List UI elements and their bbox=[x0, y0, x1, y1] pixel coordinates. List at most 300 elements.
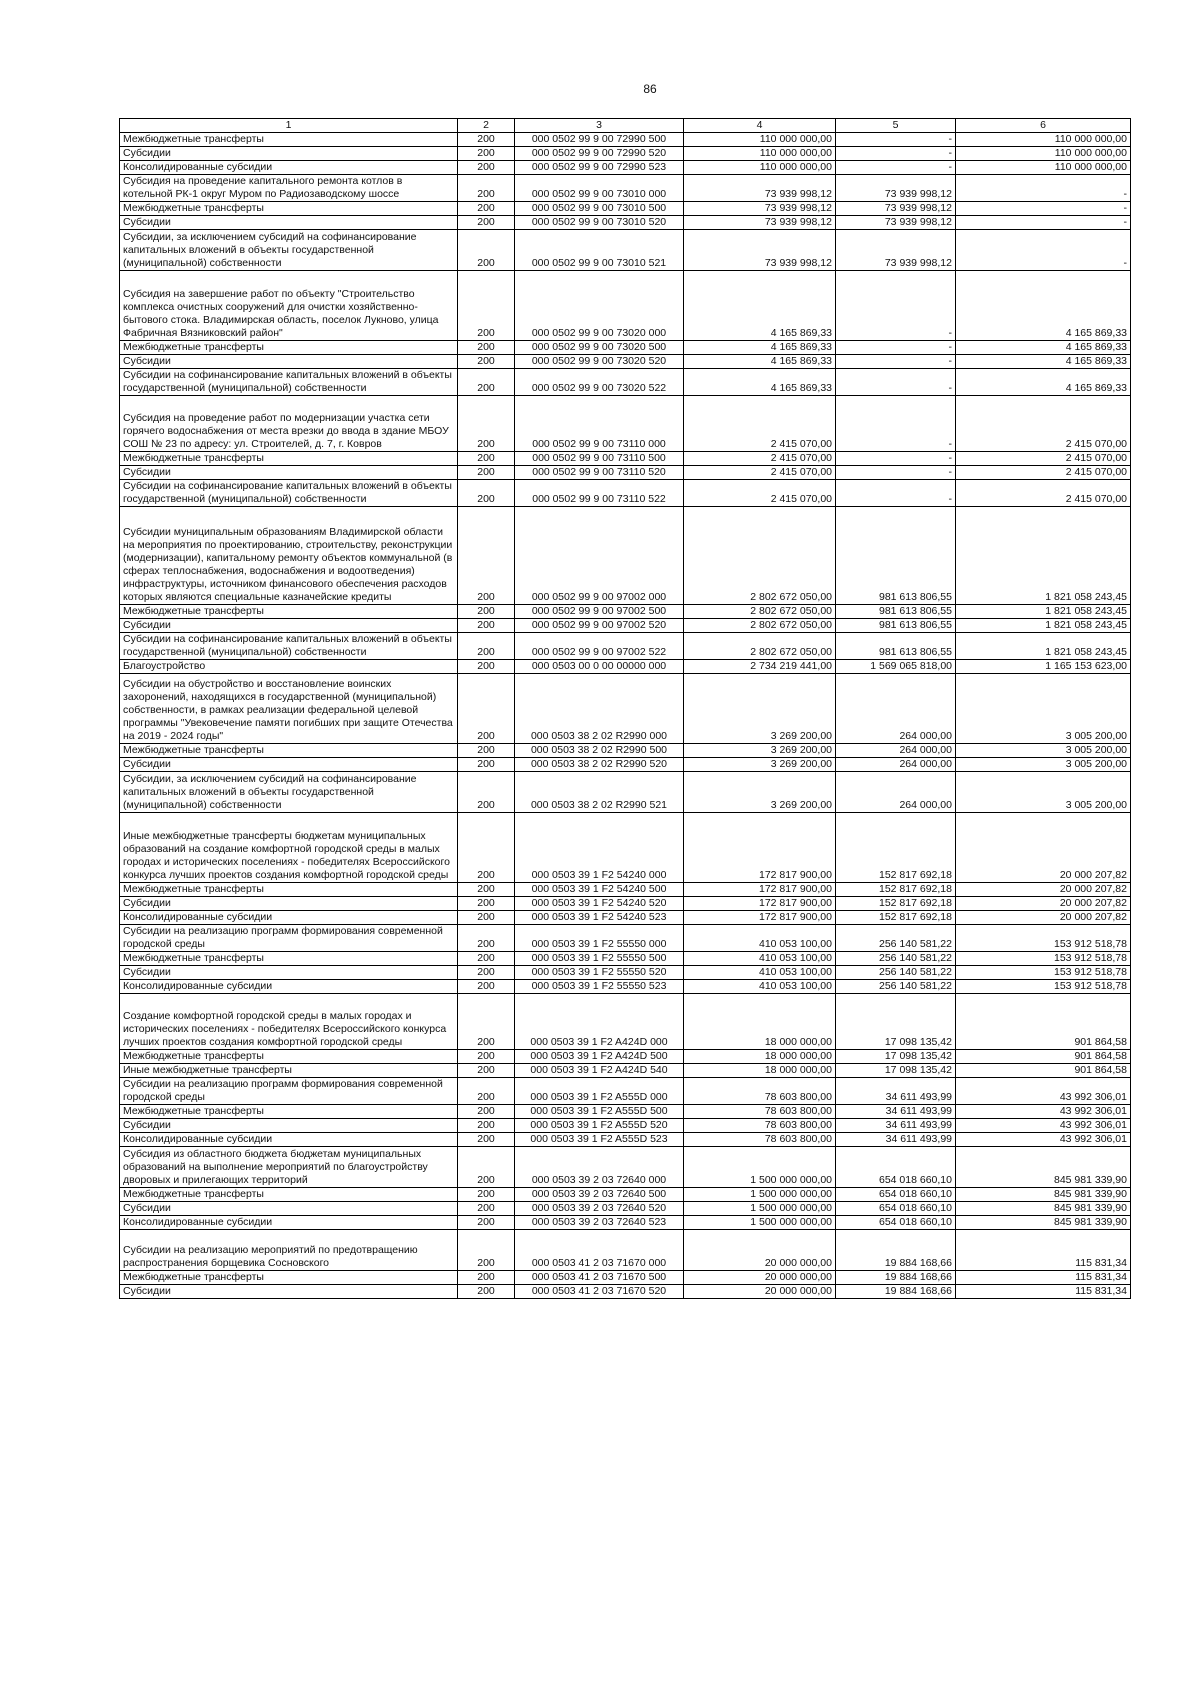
table-row bbox=[120, 480, 1131, 507]
row-value-4: 172 817 900,00 bbox=[684, 813, 836, 883]
row-value-4: 2 802 672 050,00 bbox=[684, 507, 836, 605]
row-col2: 200 bbox=[458, 813, 515, 883]
row-code: 000 0502 99 9 00 97002 000 bbox=[515, 507, 684, 605]
row-value-4: 110 000 000,00 bbox=[684, 133, 836, 147]
row-code: 000 0503 39 1 F2 A424D 000 bbox=[515, 994, 684, 1050]
row-value-4: 18 000 000,00 bbox=[684, 1064, 836, 1078]
row-name: Субсидии на реализацию мероприятий по предотвращению распространения борщевика Сосновского bbox=[120, 1230, 458, 1271]
row-name: Межбюджетные трансферты bbox=[120, 744, 458, 758]
row-name: Субсидия на проведение капитального ремонта котлов в котельной РК-1 округ Муром по Радиозаводскому шоссе bbox=[120, 175, 458, 202]
table-row bbox=[120, 161, 1131, 175]
row-name: Субсидии bbox=[120, 216, 458, 230]
row-value-4: 1 500 000 000,00 bbox=[684, 1147, 836, 1188]
row-value-5: 73 939 998,12 bbox=[836, 230, 956, 271]
table-row bbox=[120, 952, 1131, 966]
row-value-5: 19 884 168,66 bbox=[836, 1230, 956, 1271]
row-value-5: 152 817 692,18 bbox=[836, 883, 956, 897]
header-cell: 4 bbox=[684, 119, 836, 133]
row-name: Межбюджетные трансферты bbox=[120, 1050, 458, 1064]
header-row bbox=[120, 119, 1131, 133]
row-code: 000 0502 99 9 00 72990 500 bbox=[515, 133, 684, 147]
row-value-5: 654 018 660,10 bbox=[836, 1188, 956, 1202]
row-value-4: 1 500 000 000,00 bbox=[684, 1216, 836, 1230]
row-value-4: 410 053 100,00 bbox=[684, 980, 836, 994]
row-value-5: 19 884 168,66 bbox=[836, 1285, 956, 1299]
row-code: 000 0503 39 2 03 72640 000 bbox=[515, 1147, 684, 1188]
row-col2: 200 bbox=[458, 216, 515, 230]
row-value-5: 17 098 135,42 bbox=[836, 1064, 956, 1078]
row-name: Консолидированные субсидии bbox=[120, 980, 458, 994]
row-col2: 200 bbox=[458, 911, 515, 925]
table-row bbox=[120, 911, 1131, 925]
row-value-5: 152 817 692,18 bbox=[836, 897, 956, 911]
row-value-4: 73 939 998,12 bbox=[684, 230, 836, 271]
row-value-6: 845 981 339,90 bbox=[956, 1147, 1131, 1188]
row-value-6: 43 992 306,01 bbox=[956, 1105, 1131, 1119]
row-name: Субсидии bbox=[120, 1285, 458, 1299]
row-value-6: 3 005 200,00 bbox=[956, 772, 1131, 813]
row-code: 000 0503 38 2 02 R2990 500 bbox=[515, 744, 684, 758]
table-row bbox=[120, 1285, 1131, 1299]
row-value-6: 153 912 518,78 bbox=[956, 925, 1131, 952]
row-col2: 200 bbox=[458, 660, 515, 674]
row-name: Субсидии bbox=[120, 466, 458, 480]
table-row bbox=[120, 633, 1131, 660]
table-row bbox=[120, 1202, 1131, 1216]
row-code: 000 0503 38 2 02 R2990 000 bbox=[515, 674, 684, 744]
row-value-4: 20 000 000,00 bbox=[684, 1285, 836, 1299]
row-value-5: 73 939 998,12 bbox=[836, 175, 956, 202]
row-col2: 200 bbox=[458, 396, 515, 452]
row-value-4: 410 053 100,00 bbox=[684, 966, 836, 980]
table-row bbox=[120, 1105, 1131, 1119]
row-col2: 200 bbox=[458, 369, 515, 396]
row-col2: 200 bbox=[458, 1133, 515, 1147]
row-value-6: 901 864,58 bbox=[956, 994, 1131, 1050]
row-name: Консолидированные субсидии bbox=[120, 911, 458, 925]
row-col2: 200 bbox=[458, 480, 515, 507]
row-name: Субсидии bbox=[120, 966, 458, 980]
row-value-4: 73 939 998,12 bbox=[684, 216, 836, 230]
row-value-4: 73 939 998,12 bbox=[684, 202, 836, 216]
row-code: 000 0502 99 9 00 73010 521 bbox=[515, 230, 684, 271]
row-value-6: 153 912 518,78 bbox=[956, 966, 1131, 980]
row-col2: 200 bbox=[458, 202, 515, 216]
row-code: 000 0503 41 2 03 71670 000 bbox=[515, 1230, 684, 1271]
row-value-6: 901 864,58 bbox=[956, 1050, 1131, 1064]
row-name: Субсидии, за исключением субсидий на софинансирование капитальных вложений в объекты государственной (муниципальной) собственности bbox=[120, 230, 458, 271]
row-value-5: 34 611 493,99 bbox=[836, 1105, 956, 1119]
row-value-5: 981 613 806,55 bbox=[836, 605, 956, 619]
row-value-4: 2 415 070,00 bbox=[684, 396, 836, 452]
row-name: Субсидия из областного бюджета бюджетам муниципальных образований на выполнение мероприятий по благоустройству дворовых и прилегающих территорий bbox=[120, 1147, 458, 1188]
row-value-4: 3 269 200,00 bbox=[684, 744, 836, 758]
row-value-6: 43 992 306,01 bbox=[956, 1119, 1131, 1133]
row-col2: 200 bbox=[458, 674, 515, 744]
table-row bbox=[120, 925, 1131, 952]
row-value-5: 654 018 660,10 bbox=[836, 1147, 956, 1188]
table-row bbox=[120, 660, 1131, 674]
row-value-5: 17 098 135,42 bbox=[836, 1050, 956, 1064]
row-code: 000 0503 39 1 F2 54240 000 bbox=[515, 813, 684, 883]
row-value-4: 2 802 672 050,00 bbox=[684, 633, 836, 660]
row-value-4: 78 603 800,00 bbox=[684, 1133, 836, 1147]
row-name: Создание комфортной городской среды в малых городах и исторических поселениях - победителях Всероссийского конкурса лучших проектов создания комфортной городской среды bbox=[120, 994, 458, 1050]
row-code: 000 0503 39 1 F2 55550 000 bbox=[515, 925, 684, 952]
row-value-6: 1 821 058 243,45 bbox=[956, 633, 1131, 660]
row-value-6: 4 165 869,33 bbox=[956, 355, 1131, 369]
row-value-4: 20 000 000,00 bbox=[684, 1230, 836, 1271]
table-row bbox=[120, 813, 1131, 883]
row-value-6: 1 821 058 243,45 bbox=[956, 605, 1131, 619]
row-value-5: 981 613 806,55 bbox=[836, 633, 956, 660]
row-value-5: 264 000,00 bbox=[836, 674, 956, 744]
row-code: 000 0503 39 2 03 72640 523 bbox=[515, 1216, 684, 1230]
row-code: 000 0503 39 1 F2 54240 523 bbox=[515, 911, 684, 925]
row-col2: 200 bbox=[458, 1188, 515, 1202]
row-value-6: 110 000 000,00 bbox=[956, 133, 1131, 147]
row-value-5: 654 018 660,10 bbox=[836, 1202, 956, 1216]
table-row bbox=[120, 619, 1131, 633]
row-col2: 200 bbox=[458, 1271, 515, 1285]
row-value-6: 115 831,34 bbox=[956, 1230, 1131, 1271]
row-value-4: 410 053 100,00 bbox=[684, 952, 836, 966]
row-value-5: 34 611 493,99 bbox=[836, 1078, 956, 1105]
row-value-6: 43 992 306,01 bbox=[956, 1133, 1131, 1147]
table-row bbox=[120, 772, 1131, 813]
row-code: 000 0502 99 9 00 73010 000 bbox=[515, 175, 684, 202]
row-value-5: 34 611 493,99 bbox=[836, 1133, 956, 1147]
row-code: 000 0503 39 1 F2 55550 500 bbox=[515, 952, 684, 966]
row-col2: 200 bbox=[458, 161, 515, 175]
row-col2: 200 bbox=[458, 744, 515, 758]
table-row bbox=[120, 202, 1131, 216]
row-code: 000 0503 41 2 03 71670 500 bbox=[515, 1271, 684, 1285]
table-row bbox=[120, 605, 1131, 619]
row-name: Субсидии на софинансирование капитальных вложений в объекты государственной (муниципальной) собственности bbox=[120, 480, 458, 507]
row-value-4: 2 802 672 050,00 bbox=[684, 605, 836, 619]
row-value-5: 17 098 135,42 bbox=[836, 994, 956, 1050]
row-name: Межбюджетные трансферты bbox=[120, 452, 458, 466]
row-name: Субсидии на реализацию программ формирования современной городской среды bbox=[120, 925, 458, 952]
row-value-4: 3 269 200,00 bbox=[684, 758, 836, 772]
row-code: 000 0503 41 2 03 71670 520 bbox=[515, 1285, 684, 1299]
row-name: Субсидии, за исключением субсидий на софинансирование капитальных вложений в объекты государственной (муниципальной) собственности bbox=[120, 772, 458, 813]
row-value-5: 1 569 065 818,00 bbox=[836, 660, 956, 674]
row-value-6: 3 005 200,00 bbox=[956, 674, 1131, 744]
table-row bbox=[120, 341, 1131, 355]
table-row bbox=[120, 897, 1131, 911]
table-row bbox=[120, 175, 1131, 202]
table-row bbox=[120, 1216, 1131, 1230]
row-code: 000 0503 39 2 03 72640 520 bbox=[515, 1202, 684, 1216]
table-row bbox=[120, 966, 1131, 980]
row-code: 000 0502 99 9 00 97002 520 bbox=[515, 619, 684, 633]
row-value-4: 1 500 000 000,00 bbox=[684, 1188, 836, 1202]
row-value-6: 20 000 207,82 bbox=[956, 883, 1131, 897]
row-value-5: - bbox=[836, 147, 956, 161]
row-value-6: 153 912 518,78 bbox=[956, 980, 1131, 994]
row-col2: 200 bbox=[458, 1202, 515, 1216]
row-name: Консолидированные субсидии bbox=[120, 1133, 458, 1147]
row-value-6: - bbox=[956, 230, 1131, 271]
page-number: 86 bbox=[643, 82, 657, 96]
row-col2: 200 bbox=[458, 1216, 515, 1230]
row-value-4: 110 000 000,00 bbox=[684, 161, 836, 175]
table-row bbox=[120, 507, 1131, 605]
row-code: 000 0503 39 1 F2 A424D 500 bbox=[515, 1050, 684, 1064]
table-row bbox=[120, 883, 1131, 897]
row-value-5: 256 140 581,22 bbox=[836, 966, 956, 980]
row-name: Субсидии bbox=[120, 1119, 458, 1133]
table-row bbox=[120, 994, 1131, 1050]
row-value-4: 410 053 100,00 bbox=[684, 925, 836, 952]
table-row bbox=[120, 396, 1131, 452]
row-value-6: 1 165 153 623,00 bbox=[956, 660, 1131, 674]
row-code: 000 0502 99 9 00 73020 500 bbox=[515, 341, 684, 355]
row-name: Субсидия на проведение работ по модернизации участка сети горячего водоснабжения от места врезки до ввода в здание МБОУ СОШ № 23 по адресу: ул. Строителей, д. 7, г. Ковров bbox=[120, 396, 458, 452]
table-row bbox=[120, 980, 1131, 994]
row-code: 000 0503 39 1 F2 55550 523 bbox=[515, 980, 684, 994]
row-value-5: 264 000,00 bbox=[836, 744, 956, 758]
row-code: 000 0502 99 9 00 73020 522 bbox=[515, 369, 684, 396]
row-col2: 200 bbox=[458, 175, 515, 202]
table-row bbox=[120, 1188, 1131, 1202]
row-col2: 200 bbox=[458, 271, 515, 341]
table-row bbox=[120, 133, 1131, 147]
row-value-5: 34 611 493,99 bbox=[836, 1119, 956, 1133]
row-value-5: - bbox=[836, 355, 956, 369]
row-code: 000 0503 39 1 F2 A555D 520 bbox=[515, 1119, 684, 1133]
row-value-4: 18 000 000,00 bbox=[684, 994, 836, 1050]
table-row bbox=[120, 1078, 1131, 1105]
row-value-6: 1 821 058 243,45 bbox=[956, 507, 1131, 605]
row-value-5: - bbox=[836, 161, 956, 175]
row-code: 000 0502 99 9 00 73110 522 bbox=[515, 480, 684, 507]
row-value-4: 78 603 800,00 bbox=[684, 1105, 836, 1119]
row-value-6: 20 000 207,82 bbox=[956, 813, 1131, 883]
row-value-6: - bbox=[956, 216, 1131, 230]
row-col2: 200 bbox=[458, 1064, 515, 1078]
row-value-5: 152 817 692,18 bbox=[836, 813, 956, 883]
row-code: 000 0502 99 9 00 73110 520 bbox=[515, 466, 684, 480]
row-value-4: 4 165 869,33 bbox=[684, 341, 836, 355]
table-row bbox=[120, 758, 1131, 772]
row-value-4: 110 000 000,00 bbox=[684, 147, 836, 161]
row-code: 000 0502 99 9 00 73010 520 bbox=[515, 216, 684, 230]
row-col2: 200 bbox=[458, 355, 515, 369]
table-row bbox=[120, 355, 1131, 369]
header-cell: 2 bbox=[458, 119, 515, 133]
row-name: Межбюджетные трансферты bbox=[120, 1271, 458, 1285]
row-name: Субсидии bbox=[120, 619, 458, 633]
row-value-6: 4 165 869,33 bbox=[956, 271, 1131, 341]
table-row bbox=[120, 1050, 1131, 1064]
row-name: Субсидии на софинансирование капитальных вложений в объекты государственной (муниципальной) собственности bbox=[120, 369, 458, 396]
row-value-6: 3 005 200,00 bbox=[956, 758, 1131, 772]
row-code: 000 0503 39 2 03 72640 500 bbox=[515, 1188, 684, 1202]
row-code: 000 0503 39 1 F2 55550 520 bbox=[515, 966, 684, 980]
row-value-5: 73 939 998,12 bbox=[836, 202, 956, 216]
row-name: Субсидии на обустройство и восстановление воинских захоронений, находящихся в государственной (муниципальной) собственности, в рамках реализации федеральной целевой программы "Увековечение памяти погибших при защите Отечества на 2019 - 2024 годы" bbox=[120, 674, 458, 744]
row-col2: 200 bbox=[458, 952, 515, 966]
row-code: 000 0503 38 2 02 R2990 521 bbox=[515, 772, 684, 813]
row-code: 000 0503 39 1 F2 A555D 523 bbox=[515, 1133, 684, 1147]
row-value-6: 1 821 058 243,45 bbox=[956, 619, 1131, 633]
row-col2: 200 bbox=[458, 1050, 515, 1064]
row-col2: 200 bbox=[458, 883, 515, 897]
row-code: 000 0503 39 1 F2 54240 500 bbox=[515, 883, 684, 897]
row-name: Межбюджетные трансферты bbox=[120, 1188, 458, 1202]
row-name: Межбюджетные трансферты bbox=[120, 202, 458, 216]
row-value-4: 2 415 070,00 bbox=[684, 452, 836, 466]
table-row bbox=[120, 1271, 1131, 1285]
row-name: Благоустройство bbox=[120, 660, 458, 674]
row-name: Межбюджетные трансферты bbox=[120, 133, 458, 147]
row-value-6: 4 165 869,33 bbox=[956, 341, 1131, 355]
row-value-6: 2 415 070,00 bbox=[956, 396, 1131, 452]
row-value-6: - bbox=[956, 202, 1131, 216]
row-value-4: 172 817 900,00 bbox=[684, 883, 836, 897]
row-value-5: 981 613 806,55 bbox=[836, 507, 956, 605]
row-code: 000 0502 99 9 00 72990 520 bbox=[515, 147, 684, 161]
row-value-4: 4 165 869,33 bbox=[684, 355, 836, 369]
header-cell: 1 bbox=[120, 119, 458, 133]
row-value-4: 2 415 070,00 bbox=[684, 466, 836, 480]
header-cell: 3 bbox=[515, 119, 684, 133]
row-value-6: 4 165 869,33 bbox=[956, 369, 1131, 396]
row-name: Субсидии bbox=[120, 758, 458, 772]
row-name: Межбюджетные трансферты bbox=[120, 341, 458, 355]
row-name: Субсидии на реализацию программ формирования современной городской среды bbox=[120, 1078, 458, 1105]
row-col2: 200 bbox=[458, 897, 515, 911]
header-cell: 6 bbox=[956, 119, 1131, 133]
row-col2: 200 bbox=[458, 980, 515, 994]
row-name: Консолидированные субсидии bbox=[120, 161, 458, 175]
row-value-5: - bbox=[836, 466, 956, 480]
row-code: 000 0503 39 1 F2 A555D 000 bbox=[515, 1078, 684, 1105]
row-value-4: 4 165 869,33 bbox=[684, 369, 836, 396]
row-code: 000 0503 38 2 02 R2990 520 bbox=[515, 758, 684, 772]
table-row bbox=[120, 674, 1131, 744]
row-value-4: 18 000 000,00 bbox=[684, 1050, 836, 1064]
row-value-5: 981 613 806,55 bbox=[836, 619, 956, 633]
row-value-5: - bbox=[836, 369, 956, 396]
row-code: 000 0502 99 9 00 97002 500 bbox=[515, 605, 684, 619]
row-code: 000 0503 39 1 F2 54240 520 bbox=[515, 897, 684, 911]
row-value-5: 256 140 581,22 bbox=[836, 952, 956, 966]
row-col2: 200 bbox=[458, 1105, 515, 1119]
row-col2: 200 bbox=[458, 619, 515, 633]
row-name: Межбюджетные трансферты bbox=[120, 952, 458, 966]
budget-table bbox=[119, 118, 1131, 1299]
row-col2: 200 bbox=[458, 994, 515, 1050]
row-code: 000 0502 99 9 00 73010 500 bbox=[515, 202, 684, 216]
table-row bbox=[120, 230, 1131, 271]
row-value-5: 654 018 660,10 bbox=[836, 1216, 956, 1230]
row-col2: 200 bbox=[458, 1119, 515, 1133]
row-value-6: 110 000 000,00 bbox=[956, 161, 1131, 175]
row-name: Субсидии bbox=[120, 1202, 458, 1216]
row-value-5: 264 000,00 bbox=[836, 758, 956, 772]
row-value-4: 78 603 800,00 bbox=[684, 1078, 836, 1105]
table-row bbox=[120, 1119, 1131, 1133]
row-value-4: 3 269 200,00 bbox=[684, 772, 836, 813]
row-code: 000 0502 99 9 00 72990 523 bbox=[515, 161, 684, 175]
row-code: 000 0503 39 1 F2 A424D 540 bbox=[515, 1064, 684, 1078]
row-name: Иные межбюджетные трансферты bbox=[120, 1064, 458, 1078]
row-col2: 200 bbox=[458, 230, 515, 271]
row-code: 000 0502 99 9 00 97002 522 bbox=[515, 633, 684, 660]
row-value-5: - bbox=[836, 480, 956, 507]
row-value-5: - bbox=[836, 133, 956, 147]
row-value-6: 153 912 518,78 bbox=[956, 952, 1131, 966]
row-name: Межбюджетные трансферты bbox=[120, 605, 458, 619]
row-col2: 200 bbox=[458, 966, 515, 980]
row-col2: 200 bbox=[458, 633, 515, 660]
row-value-4: 4 165 869,33 bbox=[684, 271, 836, 341]
row-value-5: 19 884 168,66 bbox=[836, 1271, 956, 1285]
table-row bbox=[120, 1230, 1131, 1271]
row-value-5: - bbox=[836, 396, 956, 452]
row-code: 000 0502 99 9 00 73020 520 bbox=[515, 355, 684, 369]
row-name: Межбюджетные трансферты bbox=[120, 883, 458, 897]
table-row bbox=[120, 466, 1131, 480]
table-row bbox=[120, 1147, 1131, 1188]
row-value-6: 2 415 070,00 bbox=[956, 452, 1131, 466]
row-code: 000 0502 99 9 00 73110 500 bbox=[515, 452, 684, 466]
row-name: Субсидии bbox=[120, 147, 458, 161]
row-col2: 200 bbox=[458, 1285, 515, 1299]
row-value-4: 78 603 800,00 bbox=[684, 1119, 836, 1133]
row-value-6: 110 000 000,00 bbox=[956, 147, 1131, 161]
row-name: Межбюджетные трансферты bbox=[120, 1105, 458, 1119]
row-value-6: 43 992 306,01 bbox=[956, 1078, 1131, 1105]
row-value-5: 264 000,00 bbox=[836, 772, 956, 813]
row-col2: 200 bbox=[458, 133, 515, 147]
header-cell: 5 bbox=[836, 119, 956, 133]
row-value-5: 73 939 998,12 bbox=[836, 216, 956, 230]
row-col2: 200 bbox=[458, 772, 515, 813]
table-row bbox=[120, 1133, 1131, 1147]
row-value-6: 2 415 070,00 bbox=[956, 480, 1131, 507]
row-value-5: 256 140 581,22 bbox=[836, 980, 956, 994]
table-row bbox=[120, 147, 1131, 161]
row-value-4: 73 939 998,12 bbox=[684, 175, 836, 202]
table-row bbox=[120, 744, 1131, 758]
table-row bbox=[120, 452, 1131, 466]
row-value-6: 20 000 207,82 bbox=[956, 911, 1131, 925]
row-col2: 200 bbox=[458, 758, 515, 772]
row-col2: 200 bbox=[458, 507, 515, 605]
table-row bbox=[120, 1064, 1131, 1078]
row-col2: 200 bbox=[458, 1078, 515, 1105]
row-value-5: 256 140 581,22 bbox=[836, 925, 956, 952]
row-value-6: 845 981 339,90 bbox=[956, 1202, 1131, 1216]
row-value-5: 152 817 692,18 bbox=[836, 911, 956, 925]
row-value-6: 115 831,34 bbox=[956, 1271, 1131, 1285]
table-row bbox=[120, 216, 1131, 230]
row-col2: 200 bbox=[458, 452, 515, 466]
row-name: Субсидия на завершение работ по объекту "Строительство комплекса очистных сооружений для очистки хозяйственно-бытового стока. Владимирская область, поселок Лукново, улица Фабричная Вязниковский район" bbox=[120, 271, 458, 341]
row-value-4: 172 817 900,00 bbox=[684, 897, 836, 911]
row-value-6: 2 415 070,00 bbox=[956, 466, 1131, 480]
row-value-4: 1 500 000 000,00 bbox=[684, 1202, 836, 1216]
row-value-6: 20 000 207,82 bbox=[956, 897, 1131, 911]
row-value-6: - bbox=[956, 175, 1131, 202]
row-code: 000 0503 00 0 00 00000 000 bbox=[515, 660, 684, 674]
row-value-6: 3 005 200,00 bbox=[956, 744, 1131, 758]
